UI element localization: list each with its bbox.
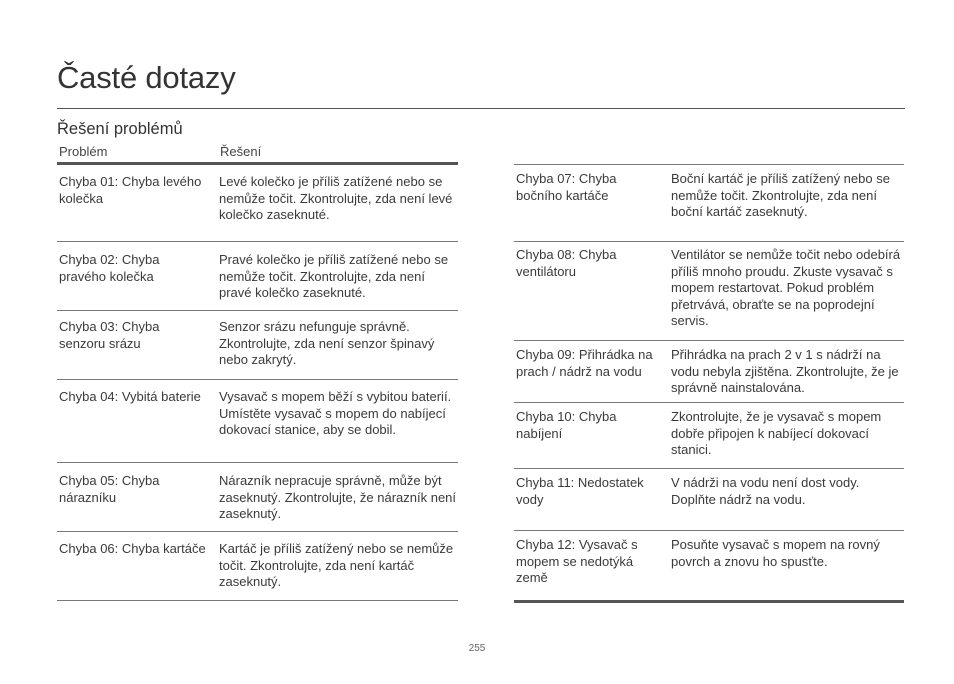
table-cell-problem: Chyba 09: Přihrádka na prach / nádrž na vodu (516, 347, 653, 379)
table-cell-solution: Levé kolečko je příliš zatížené nebo se nemůže točit. Zkontrolujte, zda není levé kolečko zaseknuté. (219, 174, 453, 222)
row-divider (57, 379, 458, 380)
section-heading: Řešení problémů (57, 120, 183, 138)
table-cell-solution: Posuňte vysavač s mopem na rovný povrch a znovu ho spusťte. (671, 537, 880, 569)
row-divider (57, 462, 458, 463)
table-cell-problem: Chyba 04: Vybitá baterie (59, 389, 201, 404)
table-cell-solution: Kartáč je příliš zatížený nebo se nemůže točit. Zkontrolujte, zda není kartáč zaseknutý. (219, 541, 454, 589)
table-bottom-rule (514, 600, 904, 603)
table-cell-solution: Senzor srázu nefunguje správně. Zkontrolujte, zda není senzor špinavý nebo zakrytý. (219, 319, 435, 367)
row-divider (514, 164, 904, 165)
table-cell-solution: Zkontrolujte, že je vysavač s mopem dobře připojen k nabíjecí dokovací stanici. (671, 409, 882, 457)
table-cell-problem: Chyba 06: Chyba kartáče (59, 541, 206, 556)
column-header-solution: Řešení (220, 144, 262, 159)
table-cell-problem: Chyba 07: Chyba bočního kartáče (516, 171, 617, 203)
table-cell-problem: Chyba 10: Chyba nabíjení (516, 409, 617, 441)
title-divider (57, 108, 905, 109)
row-divider (57, 531, 458, 532)
table-cell-solution: Pravé kolečko je příliš zatížené nebo se nemůže točit. Zkontrolujte, zda není pravé kolečko zaseknuté. (219, 252, 449, 300)
row-divider (57, 241, 458, 242)
row-divider (514, 241, 904, 242)
page-number: 255 (468, 643, 486, 654)
table-cell-problem: Chyba 11: Nedostatek vody (516, 475, 644, 507)
row-divider (514, 530, 904, 531)
table-cell-problem: Chyba 08: Chyba ventilátoru (516, 247, 617, 279)
table-cell-problem: Chyba 02: Chyba pravého kolečka (59, 252, 160, 284)
table-cell-solution: V nádrži na vodu není dost vody. Doplňte nádrž na vodu. (671, 475, 860, 507)
table-cell-solution: Ventilátor se nemůže točit nebo odebírá příliš mnoho proudu. Zkuste vysavač s mopem restartovat. Pokud problém přetrvává, obraťte se na poprodejní servis. (671, 247, 901, 328)
table-cell-problem: Chyba 03: Chyba senzoru srázu (59, 319, 160, 351)
table-cell-solution: Nárazník nepracuje správně, může být zaseknutý. Zkontrolujte, že nárazník není zaseknutý. (219, 473, 457, 521)
table-cell-problem: Chyba 12: Vysavač s mopem se nedotýká země (516, 537, 638, 585)
row-divider (514, 340, 904, 341)
row-divider (57, 310, 458, 311)
row-divider (514, 468, 904, 469)
column-header-problem: Problém (59, 144, 108, 159)
table-cell-solution: Boční kartáč je příliš zatížený nebo se nemůže točit. Zkontrolujte, zda není boční kartáč zaseknutý. (671, 171, 890, 219)
table-cell-problem: Chyba 01: Chyba levého kolečka (59, 174, 202, 206)
row-divider (514, 402, 904, 403)
row-divider (57, 600, 458, 601)
page-title: Časté dotazy (57, 60, 236, 95)
table-cell-solution: Vysavač s mopem běží s vybitou baterií. Umístěte vysavač s mopem do nabíjecí dokovací stanice, aby se dobil. (219, 389, 452, 437)
header-rule-left (57, 162, 458, 165)
table-cell-solution: Přihrádka na prach 2 v 1 s nádrží na vodu nebyla zjištěna. Zkontrolujte, že je správně nainstalována. (671, 347, 899, 395)
table-cell-problem: Chyba 05: Chyba nárazníku (59, 473, 160, 505)
